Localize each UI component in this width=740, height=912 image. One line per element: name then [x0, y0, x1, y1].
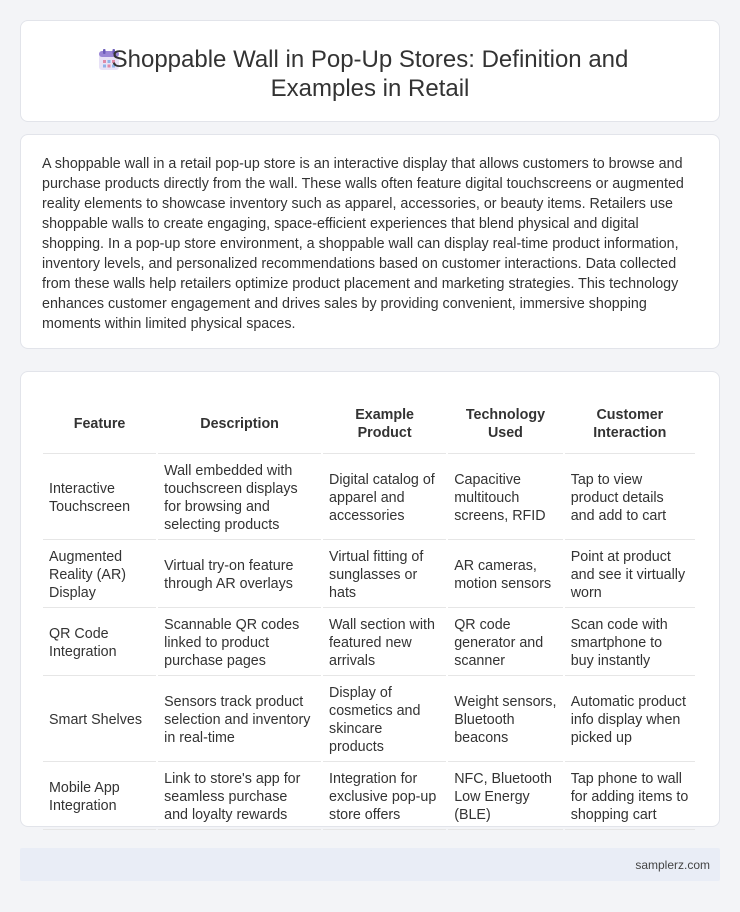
cell-customer-interaction: Tap to view product details and add to cart — [565, 456, 695, 540]
cell-technology-used: Capacitive multitouch screens, RFID — [448, 456, 563, 540]
cell-description: Wall embedded with touchscreen displays for browsing and selecting products — [158, 456, 321, 540]
cell-feature: Interactive Touchscreen — [43, 456, 156, 540]
cell-example-product: Integration for exclusive pop-up store offers — [323, 764, 446, 830]
table-header-row — [43, 394, 695, 454]
header-technology-used: Technology Used — [448, 394, 563, 454]
table-row — [43, 542, 695, 608]
cell-customer-interaction: Scan code with smartphone to buy instantly — [565, 610, 695, 676]
header-description: Description — [158, 394, 321, 454]
intro-paragraph: A shoppable wall in a retail pop-up store is an interactive display that allows customers to browse and purchase products directly from the wall. These walls often feature digital touchscreens or augmented reality elements to showcase inventory such as apparel, accessories, or beauty items. Retailers use shoppable walls to create engaging, space-efficient experiences that blend physical and digital shopping. In a pop-up store environment, a shoppable wall can display real-time product information, inventory levels, and personalized recommendations based on customer interactions. Data collected from these walls help retailers optimize product placement and marketing strategies. This technology enhances customer engagement and drives sales by providing convenient, immersive shopping moments within limited physical spaces. — [42, 156, 684, 332]
page-title: Shoppable Wall in Pop-Up Stores: Definition and Examples in Retail — [111, 46, 629, 102]
footer — [20, 848, 720, 881]
cell-technology-used: NFC, Bluetooth Low Energy (BLE) — [448, 764, 563, 830]
footer-site-link[interactable]: samplerz.com — [635, 858, 710, 872]
header-customer-interaction: Customer Interaction — [565, 394, 695, 454]
cell-feature: Smart Shelves — [43, 678, 156, 762]
table-row — [43, 764, 695, 830]
cell-feature: QR Code Integration — [43, 610, 156, 676]
cell-customer-interaction: Tap phone to wall for adding items to shopping cart — [565, 764, 695, 830]
cell-description: Virtual try-on feature through AR overlays — [158, 542, 321, 608]
table-row — [43, 456, 695, 540]
table-row — [43, 678, 695, 762]
features-table — [41, 392, 697, 832]
header-feature: Feature — [43, 394, 156, 454]
intro-card — [20, 134, 720, 349]
cell-description: Scannable QR codes linked to product purchase pages — [158, 610, 321, 676]
cell-customer-interaction: Automatic product info display when picked up — [565, 678, 695, 762]
cell-technology-used: Weight sensors, Bluetooth beacons — [448, 678, 563, 762]
cell-description: Sensors track product selection and inventory in real-time — [158, 678, 321, 762]
cell-example-product: Digital catalog of apparel and accessories — [323, 456, 446, 540]
cell-example-product: Virtual fitting of sunglasses or hats — [323, 542, 446, 608]
cell-example-product: Wall section with featured new arrivals — [323, 610, 446, 676]
cell-feature: Augmented Reality (AR) Display — [43, 542, 156, 608]
cell-feature: Mobile App Integration — [43, 764, 156, 830]
cell-customer-interaction: Point at product and see it virtually worn — [565, 542, 695, 608]
cell-technology-used: AR cameras, motion sensors — [448, 542, 563, 608]
title-card — [20, 20, 720, 122]
cell-example-product: Display of cosmetics and skincare products — [323, 678, 446, 762]
table-card — [20, 371, 720, 827]
table-row — [43, 610, 695, 676]
cell-technology-used: QR code generator and scanner — [448, 610, 563, 676]
cell-description: Link to store's app for seamless purchase and loyalty rewards — [158, 764, 321, 830]
header-example-product: Example Product — [323, 394, 446, 454]
